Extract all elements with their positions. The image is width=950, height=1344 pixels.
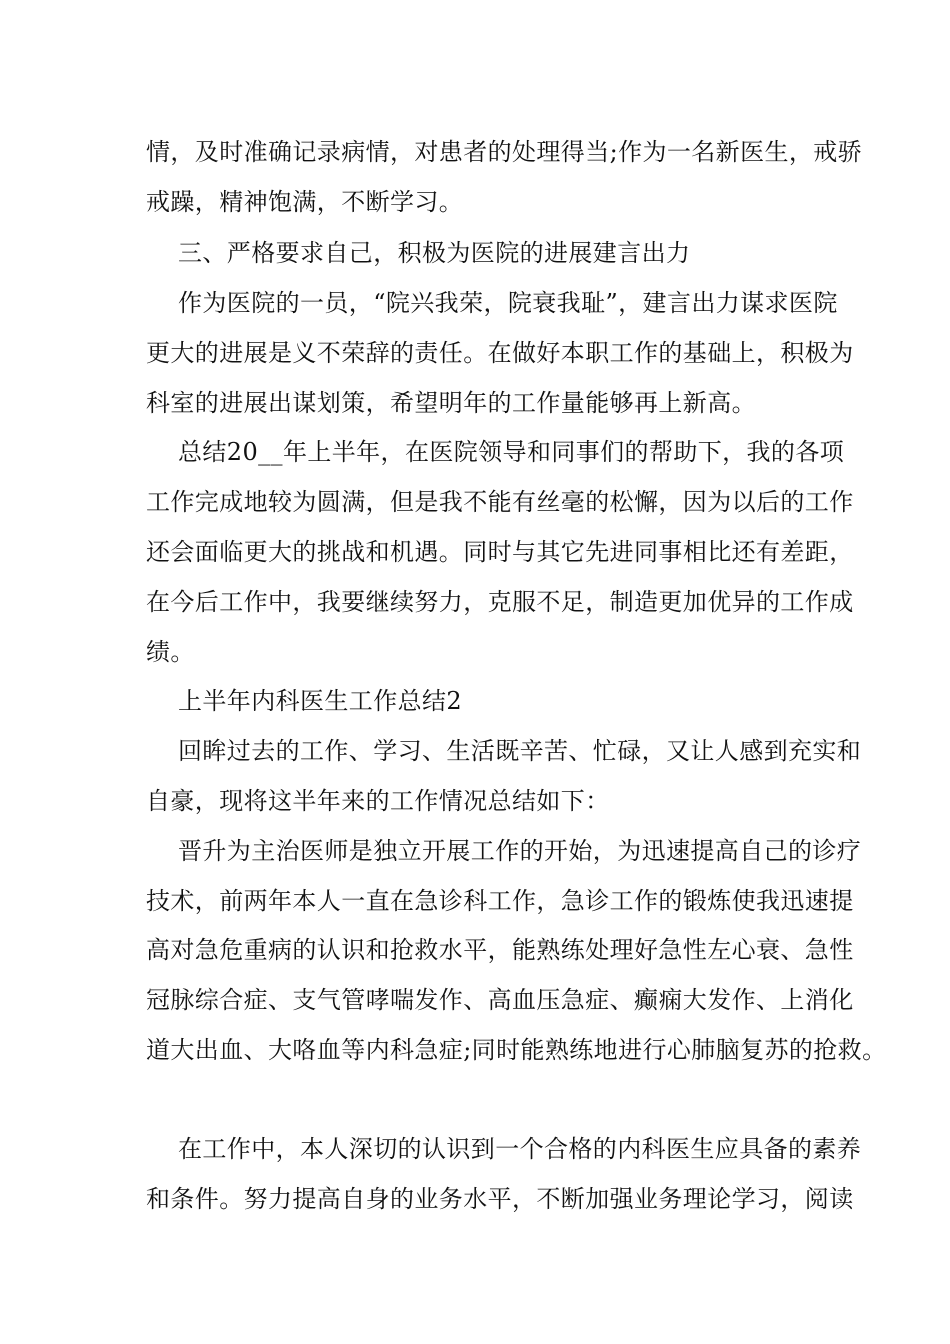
section-heading: 上半年内科医生工作总结2 [178,687,463,715]
text-line: 在工作中，本人深切的认识到一个合格的内科医生应具备的素养 [178,1135,862,1163]
text-line: 科室的进展出谋划策，希望明年的工作量能够再上新高。 [146,389,756,417]
text-line: 作为医院的一员，“院兴我荣，院衰我耻”，建言出力谋求医院 [178,289,838,317]
text-line: 晋升为主治医师是独立开展工作的开始，为迅速提高自己的诊疗 [178,837,862,865]
text-line: 道大出血、大咯血等内科急症;同时能熟练地进行心肺脑复苏的抢救。 [146,1036,887,1064]
text-line: 绩。 [146,638,195,666]
text-line: 情，及时准确记录病情，对患者的处理得当;作为一名新医生，戒骄 [146,138,863,166]
text-line: 总结20__年上半年，在医院领导和同事们的帮助下，我的各项 [178,438,845,466]
text-line: 更大的进展是义不荣辞的责任。在做好本职工作的基础上，积极为 [146,339,854,367]
text-line: 还会面临更大的挑战和机遇。同时与其它先进同事相比还有差距， [146,538,854,566]
text-line: 在今后工作中，我要继续努力，克服不足，制造更加优异的工作成 [146,588,854,616]
text-line: 冠脉综合症、支气管哮喘发作、高血压急症、癫痫大发作、上消化 [146,986,854,1014]
text-line: 戒躁，精神饱满，不断学习。 [146,188,464,216]
text-line: 工作完成地较为圆满，但是我不能有丝毫的松懈，因为以后的工作 [146,488,854,516]
text-line: 自豪，现将这半年来的工作情况总结如下： [146,787,610,815]
text-line: 高对急危重病的认识和抢救水平，能熟练处理好急性左心衰、急性 [146,936,854,964]
section-heading: 三、严格要求自己，积极为医院的进展建言出力 [178,239,691,267]
text-line: 和条件。努力提高自身的业务水平，不断加强业务理论学习，阅读 [146,1185,854,1213]
text-line: 回眸过去的工作、学习、生活既辛苦、忙碌，又让人感到充实和 [178,737,862,765]
text-line: 技术，前两年本人一直在急诊科工作，急诊工作的锻炼使我迅速提 [146,887,854,915]
